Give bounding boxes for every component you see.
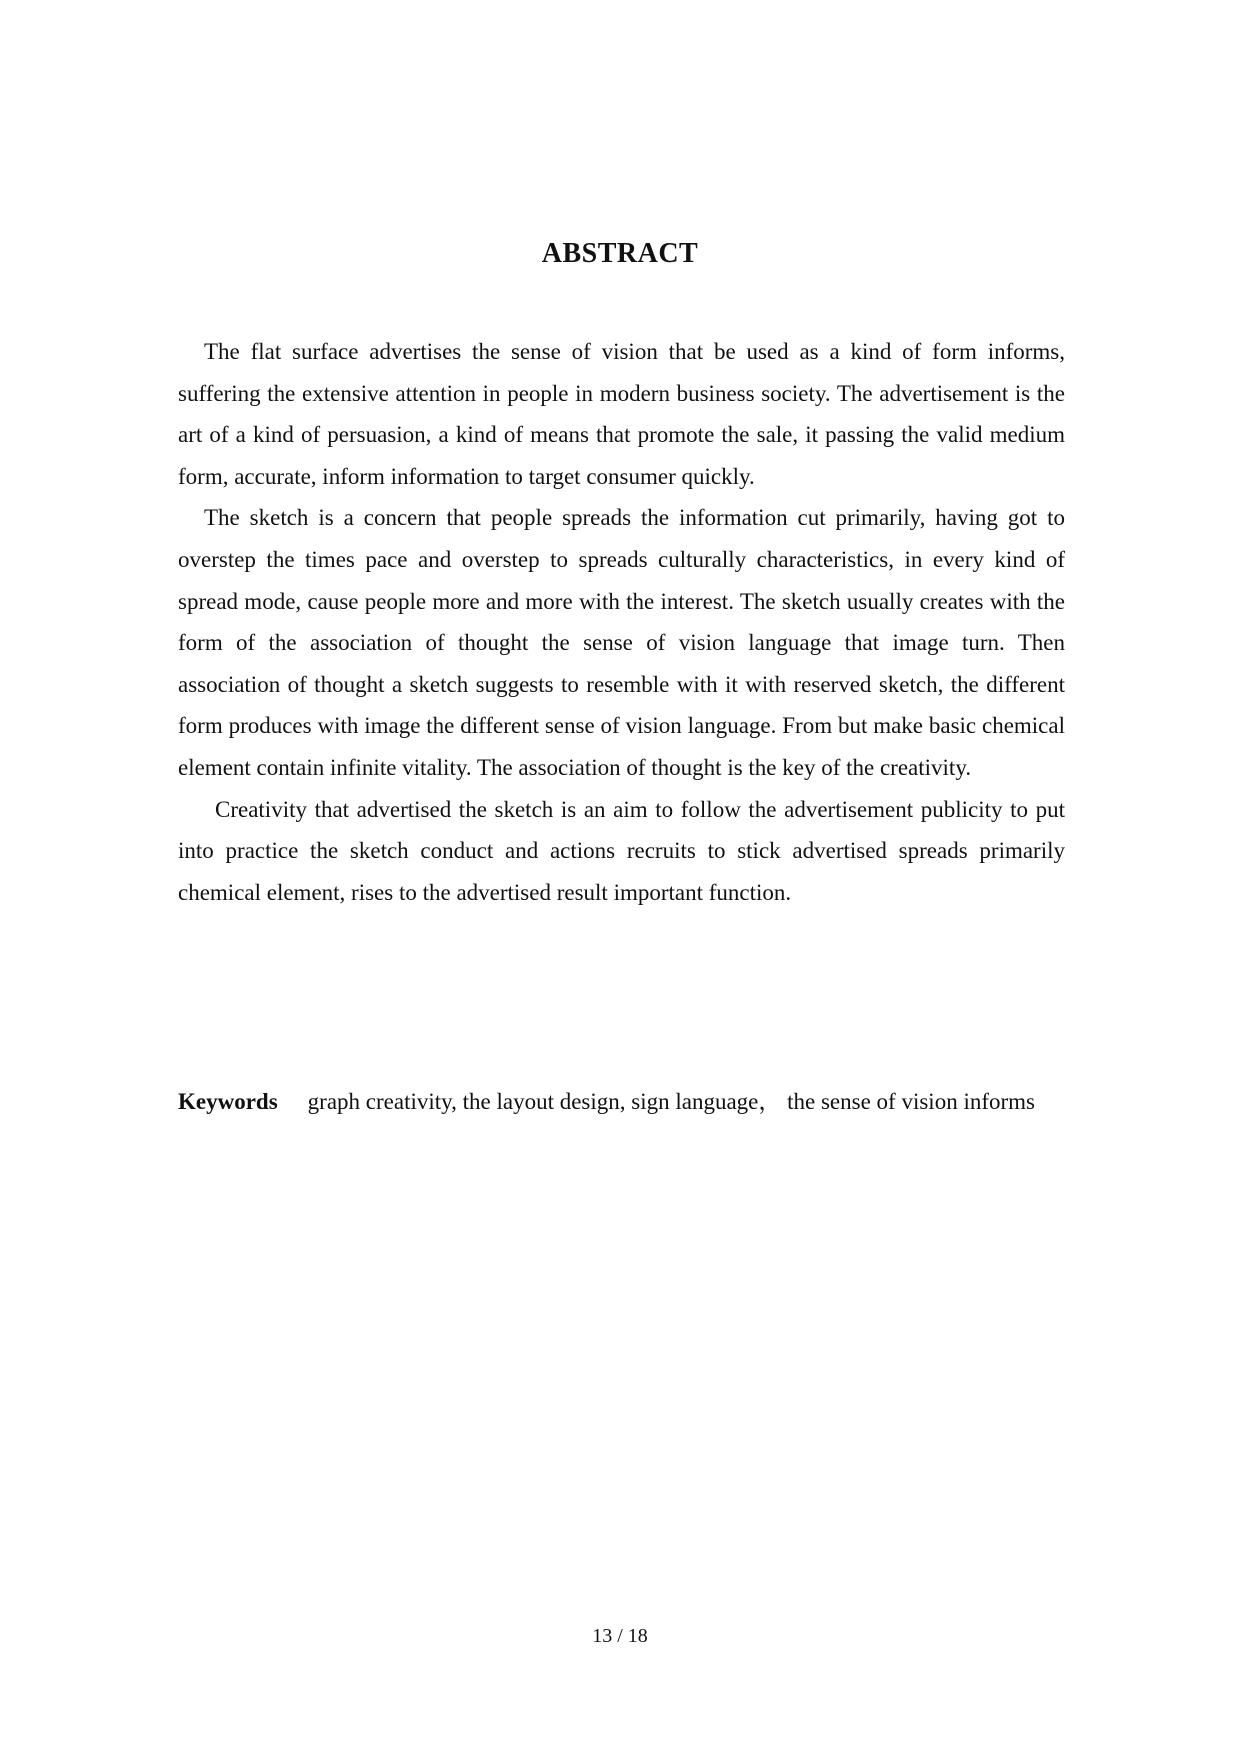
abstract-title: ABSTRACT <box>541 238 699 269</box>
abstract-paragraph-3: Creativity that advertised the sketch is an aim to follow the advertisement publicity to put into practice the sketch conduct and actions recruits to stick advertised spreads primarily chemical element, rises to the advertised result important function. <box>178 796 1065 905</box>
keywords-label: Keywords <box>178 1089 278 1114</box>
abstract-paragraph-1: The flat surface advertises the sense of vision that be used as a kind of form informs, suffering the extensive attention in people in modern business society. The advertisement is the art of a kind of persuasion, a kind of means that promote the sale, it passing the valid medium form, accurate, inform information to target consumer quickly. <box>178 339 1065 489</box>
abstract-paragraph-2: The sketch is a concern that people spreads the information cut primarily, having got to overstep the times pace and overstep to spreads culturally characteristics, in every kind of spread mode, cause people more and more with the interest. The sketch usually creates with the form of the association of thought the sense of vision language that image turn. Then association of thought a sketch suggests to resemble with it with reserved sketch, the different form produces with image the different sense of vision language. From but make basic chemical element contain infinite vitality. The association of thought is the key of the creativity. <box>178 505 1065 780</box>
keywords-line <box>178 1081 1065 1123</box>
keywords-text: graph creativity, the layout design, sign language， the sense of vision informs <box>307 1089 1035 1114</box>
page-number: 13 / 18 <box>592 1625 648 1647</box>
abstract-body <box>178 331 1065 913</box>
